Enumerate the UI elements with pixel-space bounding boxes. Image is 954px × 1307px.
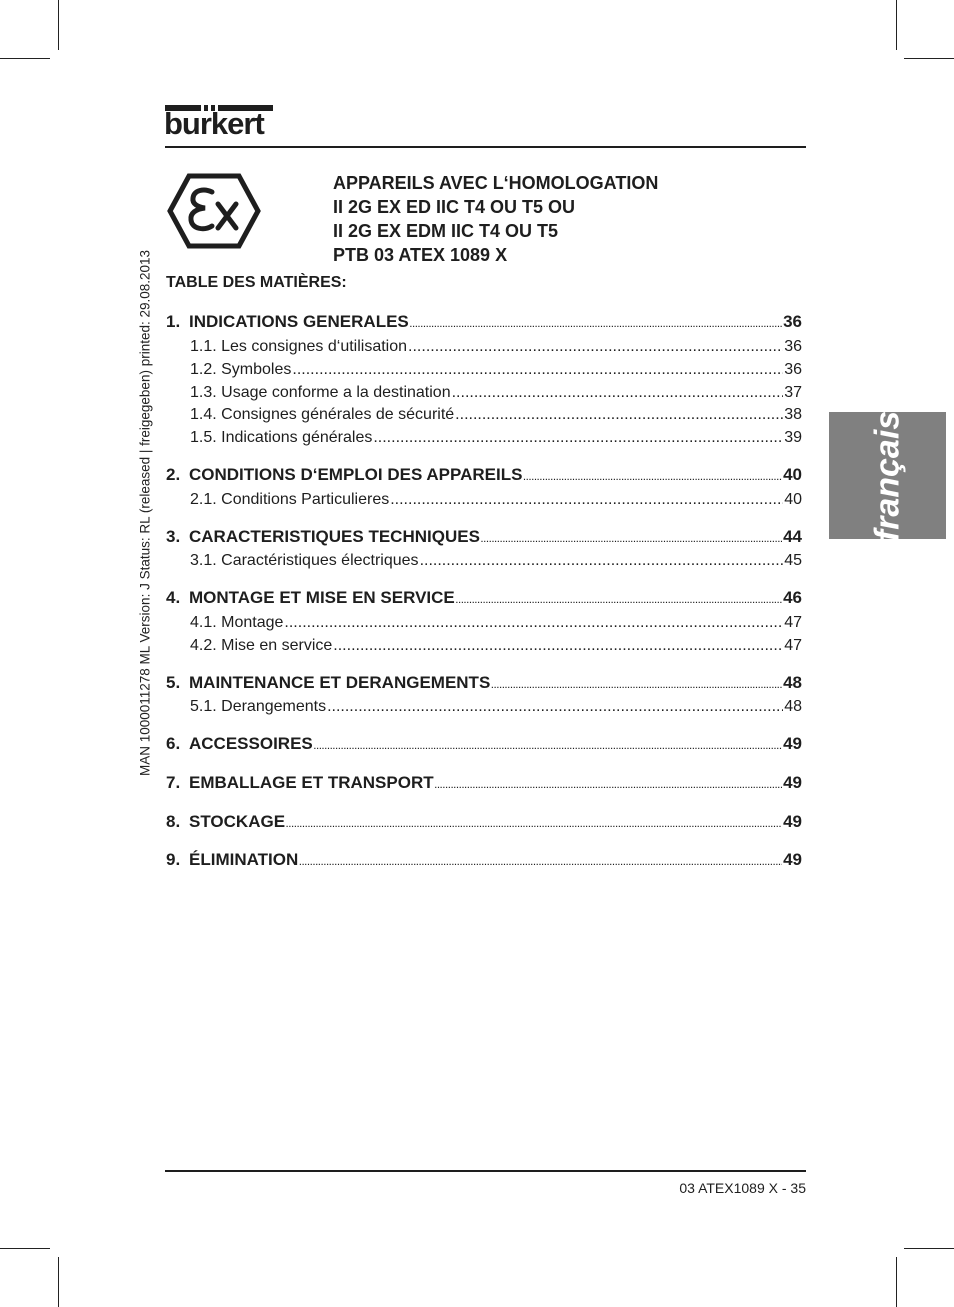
dot-leader: [523, 473, 782, 482]
toc-subentry-label: 1.2. Symboles: [190, 361, 292, 378]
toc-subentry[interactable]: [166, 338, 802, 360]
toc-subentry[interactable]: [166, 384, 802, 406]
dot-leader: [408, 338, 783, 356]
toc-entry-page: 49: [783, 773, 802, 792]
crop-mark: [904, 58, 954, 59]
toc-subentry-label: 5.1. Derangements: [190, 698, 327, 715]
crop-mark: [0, 58, 50, 59]
toc-entry-number: 4.: [166, 588, 181, 607]
toc-entry-number: 2.: [166, 465, 181, 484]
toc-entry-label: EMBALLAGE ET TRANSPORT: [189, 773, 434, 792]
toc-subentry[interactable]: [166, 429, 802, 451]
toc-entry[interactable]: [166, 465, 802, 487]
toc-subentry-page: 47: [784, 614, 802, 631]
toc-subentry-page: 36: [784, 338, 802, 355]
toc-entry-number: 8.: [166, 812, 181, 831]
heading-line: II 2G EX EDM IIC T4 OU T5: [333, 221, 559, 241]
toc-entry[interactable]: [166, 812, 802, 834]
dot-leader: [410, 320, 782, 329]
toc-subentry-label: 3.1. Caractéristiques électriques: [190, 552, 419, 569]
toc-subentry-page: 47: [784, 637, 802, 654]
toc-entry[interactable]: [166, 850, 802, 872]
toc-entry-page: 36: [783, 312, 802, 331]
logo-text: burkert: [164, 106, 264, 141]
toc-entry[interactable]: [166, 527, 802, 549]
toc-entry-page: 44: [783, 527, 802, 546]
dot-leader: [333, 637, 783, 655]
heading-line: PTB 03 ATEX 1089 X: [333, 245, 508, 265]
dot-leader: [420, 552, 784, 570]
toc-subentry-page: 45: [784, 552, 802, 569]
toc-entry[interactable]: [166, 588, 802, 610]
toc-subentry[interactable]: [166, 406, 802, 428]
toc-entry-label: ACCESSOIRES: [189, 734, 313, 753]
heading-line: II 2G EX ED IIC T4 OU T5 OU: [333, 197, 576, 217]
burkert-logo: [165, 105, 275, 141]
dot-leader: [481, 535, 782, 544]
dot-leader: [284, 614, 783, 632]
bottom-rule: [165, 1170, 806, 1172]
toc-entry[interactable]: [166, 734, 802, 756]
dot-leader: [456, 596, 782, 605]
toc-subentry-label: 1.3. Usage conforme a la destination: [190, 384, 451, 401]
toc-entry-label: MAINTENANCE ET DERANGEMENTS: [189, 673, 491, 692]
toc-entry-page: 49: [783, 812, 802, 831]
dot-leader: [286, 820, 782, 829]
toc-subentry-label: 1.1. Les consignes d‘utilisation: [190, 338, 408, 355]
toc-entry-label: CARACTERISTIQUES TECHNIQUES: [189, 527, 480, 546]
toc-title: TABLE DES MATIÈRES:: [166, 274, 347, 291]
crop-mark: [58, 1257, 59, 1307]
toc-entry-number: 5.: [166, 673, 181, 692]
top-rule: [165, 146, 806, 148]
homologation-heading: [333, 171, 658, 267]
toc-subentry-page: 48: [784, 698, 802, 715]
toc-subentry-page: 36: [784, 361, 802, 378]
toc-entry-page: 49: [783, 734, 802, 753]
toc-subentry-label: 4.2. Mise en service: [190, 637, 333, 654]
toc-subentry[interactable]: [166, 491, 802, 513]
toc-entry-page: 40: [783, 465, 802, 484]
toc-subentry[interactable]: [166, 614, 802, 636]
language-tab: [829, 412, 946, 539]
toc-entry[interactable]: [166, 312, 802, 334]
heading-line: APPAREILS AVEC L‘HOMOLOGATION: [333, 173, 659, 193]
toc-entry-page: 48: [783, 673, 802, 692]
dot-leader: [390, 491, 783, 509]
dot-leader: [452, 384, 784, 402]
toc-subentry-label: 1.5. Indications générales: [190, 429, 373, 446]
toc-subentry[interactable]: [166, 361, 802, 383]
toc-subentry-page: 39: [784, 429, 802, 446]
dot-leader: [491, 681, 782, 690]
toc-subentry-page: 40: [784, 491, 802, 508]
crop-mark: [0, 1248, 50, 1249]
page-footer: 03 ATEX1089 X - 35: [679, 1180, 806, 1196]
toc-entry-page: 49: [783, 850, 802, 869]
toc-subentry[interactable]: [166, 552, 802, 574]
document-metadata-text: MAN 1000011278 ML Version: J Status: RL (released | freigegeben) printed: 29.08.2013: [137, 249, 153, 777]
toc-subentry[interactable]: [166, 698, 802, 720]
toc-entry-number: 6.: [166, 734, 181, 753]
toc-entry-label: ÉLIMINATION: [189, 850, 299, 869]
toc-subentry[interactable]: [166, 637, 802, 659]
toc-entry-number: 7.: [166, 773, 181, 792]
crop-mark: [58, 0, 59, 50]
toc-entry-label: STOCKAGE: [189, 812, 286, 831]
toc-entry[interactable]: [166, 673, 802, 695]
toc-entry-label: MONTAGE ET MISE EN SERVICE: [189, 588, 455, 607]
toc-entry[interactable]: [166, 773, 802, 795]
dot-leader: [299, 858, 782, 867]
toc-entry-label: INDICATIONS GENERALES: [189, 312, 409, 331]
language-tab-label: français: [868, 410, 906, 541]
ex-hexagon-icon: [167, 173, 261, 249]
toc-subentry-label: 1.4. Consignes générales de sécurité: [190, 406, 455, 423]
toc-subentry-label: 2.1. Conditions Particulieres: [190, 491, 390, 508]
toc-entry-number: 3.: [166, 527, 181, 546]
crop-mark: [896, 1257, 897, 1307]
toc-entry-label: CONDITIONS D‘EMPLOI DES APPAREILS: [189, 465, 523, 484]
toc-subentry-page: 38: [784, 406, 802, 423]
dot-leader: [373, 429, 783, 447]
toc-entry-page: 46: [783, 588, 802, 607]
toc-subentry-label: 4.1. Montage: [190, 614, 284, 631]
dot-leader: [314, 742, 782, 751]
toc-entry-number: 9.: [166, 850, 181, 869]
toc-entry-number: 1.: [166, 312, 181, 331]
crop-mark: [904, 1248, 954, 1249]
dot-leader: [292, 361, 783, 379]
dot-leader: [455, 406, 783, 424]
dot-leader: [327, 698, 783, 716]
crop-mark: [896, 0, 897, 50]
toc-subentry-page: 37: [784, 384, 802, 401]
dot-leader: [435, 781, 782, 790]
